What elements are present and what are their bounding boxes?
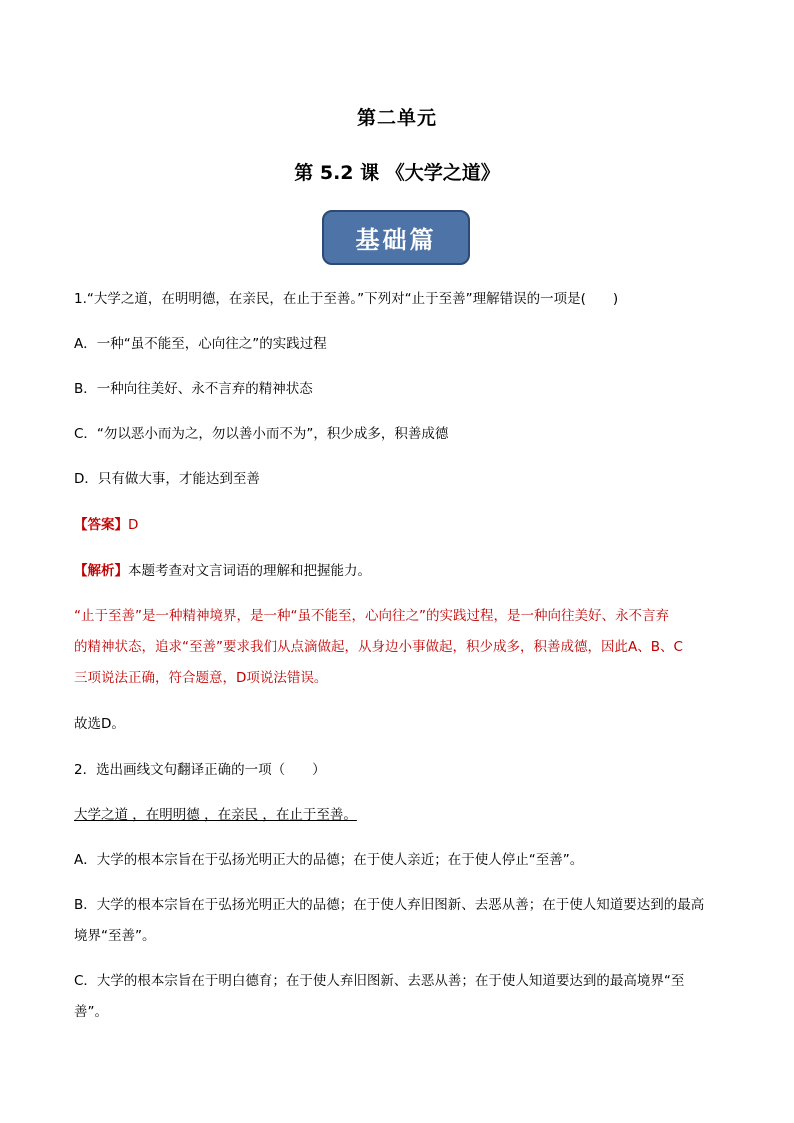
q2-option-b-line-2: 境界“至善”。	[74, 928, 156, 944]
q1-option-a: A．一种“虽不能至，心向往之”的实践过程	[74, 336, 327, 352]
basic-section-badge: 基础篇	[322, 210, 470, 265]
q2-sentence	[74, 804, 724, 827]
q1-conclusion: 故选D。	[74, 716, 125, 732]
q2-option-a: A．大学的根本宗旨在于弘扬光明正大的品德；在于使人亲近；在于使人停止“至善”。	[74, 852, 584, 868]
unit-title: 第二单元	[356, 107, 437, 129]
q2-stem: 2．选出画线文句翻译正确的一项（ ）	[74, 762, 326, 778]
q1-analysis	[74, 560, 724, 583]
q1-explanation-line-2: 的精神状态，追求“至善”要求我们从点滴做起，从身边小事做起，积少成多，积善成德，因此A、B、C	[74, 639, 683, 655]
analysis-text: 本题考查对文言词语的理解和把握能力。	[128, 563, 371, 579]
q2-option-c-line-1: C．大学的根本宗旨在于明白德育；在于使人弃旧图新、去恶从善；在于使人知道要达到的最高境界“至	[74, 973, 685, 989]
lesson-title: 第 5.2 课 《大学之道》	[294, 162, 500, 184]
q1-explanation-line-1: “止于至善”是一种精神境界，是一种“虽不能至，心向往之”的实践过程，是一种向往美好、永不言弃	[74, 608, 669, 624]
q1-option-d: D．只有做大事，才能达到至善	[74, 471, 260, 487]
q2-option-c-line-2: 善”。	[74, 1004, 108, 1020]
q1-stem: 1.“大学之道，在明明德，在亲民，在止于至善。”下列对“止于至善”理解错误的一项是( )	[74, 291, 619, 307]
underlined-sentence: 大学之道 ，在明明德 ，在亲民 ，在止于至善。	[74, 807, 357, 823]
answer-tag: 【答案】	[74, 517, 128, 533]
q2-option-b-line-1: B．大学的根本宗旨在于弘扬光明正大的品德；在于使人弃旧图新、去恶从善；在于使人知道要达到的最高	[74, 897, 705, 913]
q1-answer	[74, 514, 724, 537]
answer-value: D	[128, 517, 139, 533]
q1-option-c: C．“勿以恶小而为之，勿以善小而不为”，积少成多，积善成德	[74, 426, 449, 442]
q1-explanation-line-3: 三项说法正确，符合题意，D项说法错误。	[74, 670, 328, 686]
analysis-tag: 【解析】	[74, 563, 128, 579]
q1-option-b: B．一种向往美好、永不言弃的精神状态	[74, 381, 313, 397]
